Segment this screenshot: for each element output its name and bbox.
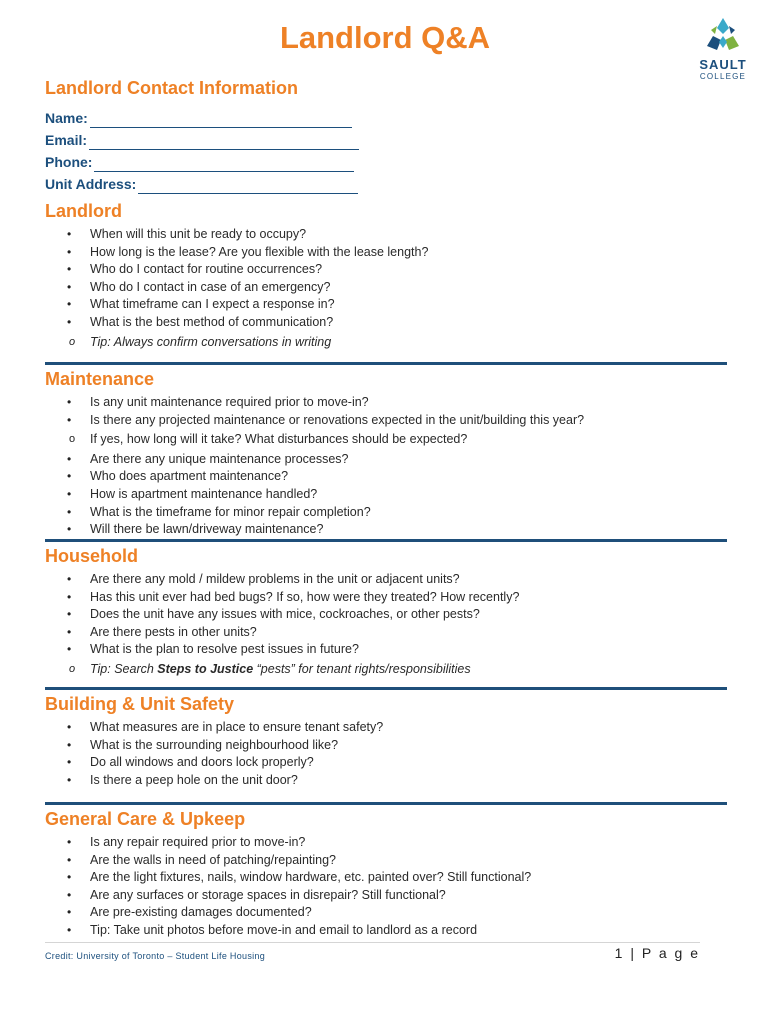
list-item: • What timeframe can I expect a response in? [67,296,727,314]
steps-to-justice-text: Steps to Justice [157,661,254,676]
list-item: • Are there any unique maintenance processes? [67,451,727,469]
household-list [67,571,727,659]
list-item: • What is the plan to resolve pest issues in future? [67,641,727,659]
list-item: • Are there any mold / mildew problems in the unit or adjacent units? [67,571,727,589]
list-item: • Tip: Take unit photos before move-in and email to landlord as a record [67,922,727,940]
name-field[interactable] [45,106,645,128]
upkeep-heading: General Care & Upkeep [45,809,246,829]
unit-address-label: Unit Address: [45,176,137,192]
phone-line[interactable] [94,157,354,172]
list-item: • Is there a peep hole on the unit door? [67,772,727,790]
page-title: Landlord Q&A [279,20,491,55]
list-item: • Who does apartment maintenance? [67,468,727,486]
household-tip [45,661,727,679]
landlord-contact-section [45,78,645,194]
list-item: • Is any unit maintenance required prior to move-in? [67,394,727,412]
landlord-tip: o Tip: Always confirm conversations in writing [45,334,727,352]
landlord-section [45,200,727,351]
list-item: • Who do I contact in case of an emergency? [67,279,727,297]
list-item: • Who do I contact for routine occurrences? [67,261,727,279]
unit-address-field[interactable] [45,172,645,194]
email-field[interactable] [45,128,645,150]
list-item: • What measures are in place to ensure tenant safety? [67,719,727,737]
name-label: Name: [45,110,88,126]
email-label: Email: [45,132,88,148]
upkeep-list [67,834,727,940]
list-item: • Will there be lawn/driveway maintenance? [67,521,727,539]
upkeep-section [45,802,727,940]
landlord-list [67,226,727,332]
list-item: • Are the walls in need of patching/repainting? [67,852,727,870]
safety-section [45,687,727,789]
list-item: • Are pre-existing damages documented? [67,904,727,922]
list-item: • When will this unit be ready to occupy? [67,226,727,244]
household-section [45,539,727,679]
list-item: • Are the light fixtures, nails, window hardware, etc. painted over? Still functional? [67,869,727,887]
maintenance-list [67,394,727,429]
maintenance-section [45,362,727,539]
phone-label: Phone: [45,154,93,170]
list-item: • What is the timeframe for minor repair completion? [67,504,727,522]
logo-emblem-icon [703,16,743,56]
safety-heading: Building & Unit Safety [45,694,234,714]
name-line[interactable] [90,113,352,128]
credit-text: Credit: University of Toronto – Student Life Housing [45,951,266,961]
maintenance-heading: Maintenance [45,369,155,389]
page-number: 1 | P a g e [614,945,700,961]
list-item: • How is apartment maintenance handled? [67,486,727,504]
list-item: • How long is the lease? Are you flexible with the lease length? [67,244,727,262]
landlord-heading: Landlord [45,201,122,221]
contact-heading: Landlord Contact Information [45,78,298,98]
list-item: • Has this unit ever had bed bugs? If so, how were they treated? How recently? [67,589,727,607]
list-item: • Does the unit have any issues with mice, cockroaches, or other pests? [67,606,727,624]
landlord-sub-list [45,334,727,352]
phone-field[interactable] [45,150,645,172]
sault-college-logo: SAULT COLLEGE [693,16,753,82]
list-item: • Is any repair required prior to move-in? [67,834,727,852]
list-item: • Are there pests in other units? [67,624,727,642]
list-item: • What is the best method of communication? [67,314,727,332]
email-line[interactable] [89,135,359,150]
maintenance-list-cont [67,451,727,539]
list-item: • Are any surfaces or storage spaces in disrepair? Still functional? [67,887,727,905]
maintenance-sub-list [45,431,727,449]
list-item: • What is the surrounding neighbourhood like? [67,737,727,755]
list-item: o If yes, how long will it take? What disturbances should be expected? [45,431,727,449]
list-item: • Is there any projected maintenance or renovations expected in the unit/building this year? [67,412,727,430]
household-heading: Household [45,546,138,566]
tip-text: Tip: Search [90,661,158,676]
tip-text-end: “pests” for tenant rights/responsibilities [253,661,471,676]
safety-list [67,719,727,789]
unit-address-line[interactable] [138,179,358,194]
list-item: • Do all windows and doors lock properly? [67,754,727,772]
household-sub-list [45,661,727,679]
page-footer [45,942,700,972]
